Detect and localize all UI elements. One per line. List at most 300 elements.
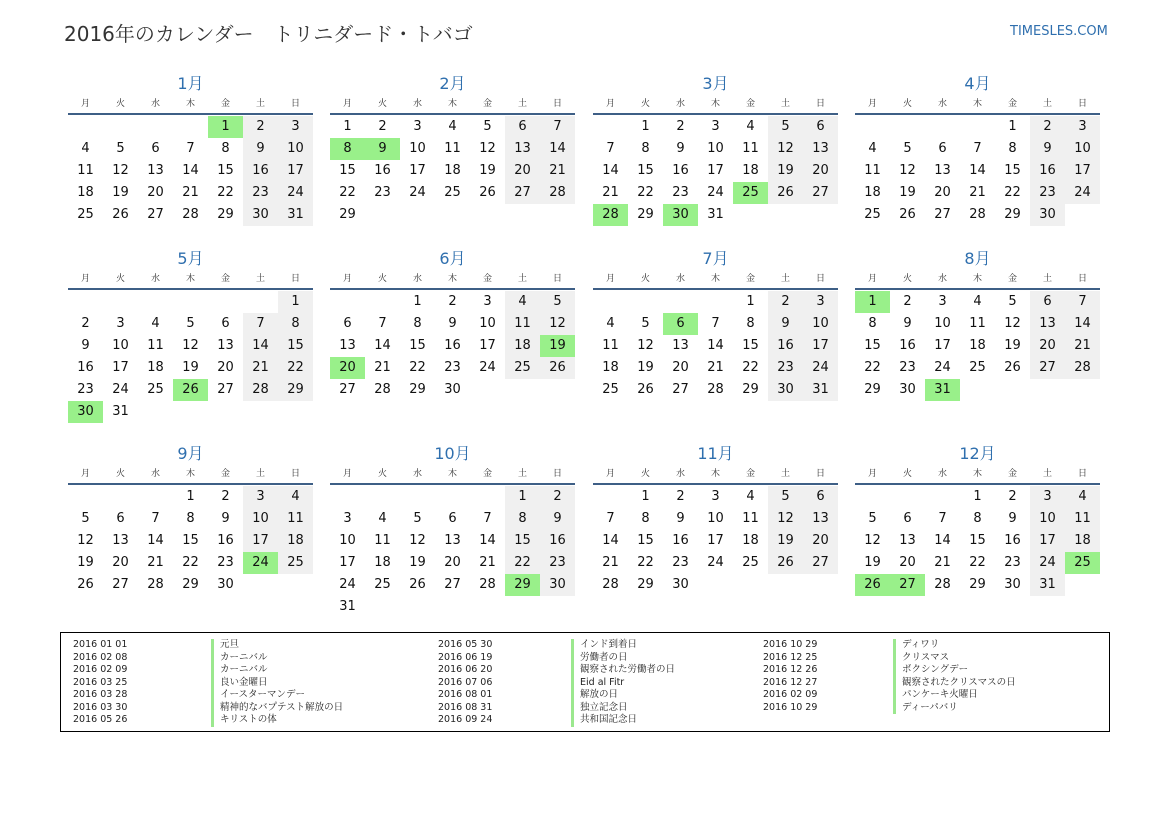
day-cell[interactable]: 10 — [1065, 138, 1100, 160]
day-cell[interactable]: 7 — [540, 116, 575, 138]
day-cell[interactable]: 14 — [969, 163, 986, 178]
day-cell[interactable]: 10 — [409, 141, 426, 156]
day-cell[interactable]: 3 — [413, 119, 422, 134]
day-cell[interactable]: 11 — [374, 533, 391, 548]
day-cell[interactable]: 28 — [540, 182, 575, 204]
day-cell[interactable]: 14 — [602, 533, 619, 548]
day-cell[interactable]: 3 — [343, 511, 352, 526]
day-cell[interactable]: 1 — [973, 489, 982, 504]
holiday-day-cell[interactable]: 30 — [663, 204, 698, 226]
day-cell[interactable]: 2 — [768, 291, 803, 313]
day-cell[interactable]: 6 — [151, 141, 160, 156]
day-cell[interactable]: 7 — [378, 316, 387, 331]
day-cell[interactable]: 13 — [217, 338, 234, 353]
day-cell[interactable]: 15 — [182, 533, 199, 548]
day-cell[interactable]: 19 — [77, 555, 94, 570]
day-cell[interactable]: 18 — [969, 338, 986, 353]
holiday-day-cell[interactable]: 31 — [925, 379, 960, 401]
day-cell[interactable]: 25 — [77, 207, 94, 222]
day-cell[interactable]: 8 — [973, 511, 982, 526]
day-cell[interactable]: 18 — [374, 555, 391, 570]
day-cell[interactable]: 7 — [1065, 291, 1100, 313]
day-cell[interactable]: 3 — [1065, 116, 1100, 138]
day-cell[interactable]: 2 — [81, 316, 90, 331]
day-cell[interactable]: 26 — [768, 552, 803, 574]
day-cell[interactable]: 7 — [606, 141, 615, 156]
day-cell[interactable]: 2 — [243, 116, 278, 138]
day-cell[interactable]: 9 — [1008, 511, 1017, 526]
day-cell[interactable]: 7 — [151, 511, 160, 526]
day-cell[interactable]: 4 — [81, 141, 90, 156]
day-cell[interactable]: 27 — [672, 382, 689, 397]
day-cell[interactable]: 22 — [339, 185, 356, 200]
day-cell[interactable]: 15 — [409, 338, 426, 353]
day-cell[interactable]: 17 — [1030, 530, 1065, 552]
day-cell[interactable]: 15 — [864, 338, 881, 353]
day-cell[interactable]: 17 — [278, 160, 313, 182]
day-cell[interactable]: 2 — [540, 486, 575, 508]
day-cell[interactable]: 1 — [1008, 119, 1017, 134]
day-cell[interactable]: 18 — [864, 185, 881, 200]
day-cell[interactable]: 19 — [1004, 338, 1021, 353]
day-cell[interactable]: 20 — [112, 555, 129, 570]
holiday-day-cell[interactable]: 25 — [733, 182, 768, 204]
day-cell[interactable]: 24 — [1030, 552, 1065, 574]
day-cell[interactable]: 23 — [444, 360, 461, 375]
day-cell[interactable]: 1 — [186, 489, 195, 504]
day-cell[interactable]: 16 — [217, 533, 234, 548]
day-cell[interactable]: 5 — [903, 141, 912, 156]
day-cell[interactable]: 15 — [969, 533, 986, 548]
day-cell[interactable]: 6 — [448, 511, 457, 526]
day-cell[interactable]: 14 — [934, 533, 951, 548]
day-cell[interactable]: 23 — [540, 552, 575, 574]
day-cell[interactable]: 18 — [77, 185, 94, 200]
day-cell[interactable]: 23 — [217, 555, 234, 570]
day-cell[interactable]: 1 — [746, 294, 755, 309]
day-cell[interactable]: 13 — [934, 163, 951, 178]
holiday-day-cell[interactable]: 27 — [890, 574, 925, 596]
day-cell[interactable]: 14 — [182, 163, 199, 178]
day-cell[interactable]: 14 — [374, 338, 391, 353]
day-cell[interactable]: 27 — [934, 207, 951, 222]
day-cell[interactable]: 10 — [707, 141, 724, 156]
day-cell[interactable]: 20 — [505, 160, 540, 182]
day-cell[interactable]: 17 — [339, 555, 356, 570]
day-cell[interactable]: 28 — [707, 382, 724, 397]
day-cell[interactable]: 20 — [1030, 335, 1065, 357]
day-cell[interactable]: 24 — [707, 555, 724, 570]
day-cell[interactable]: 3 — [116, 316, 125, 331]
day-cell[interactable]: 11 — [602, 338, 619, 353]
day-cell[interactable]: 8 — [278, 313, 313, 335]
day-cell[interactable]: 4 — [868, 141, 877, 156]
day-cell[interactable]: 2 — [221, 489, 230, 504]
day-cell[interactable]: 23 — [1004, 555, 1021, 570]
day-cell[interactable]: 6 — [803, 486, 838, 508]
day-cell[interactable]: 20 — [934, 185, 951, 200]
day-cell[interactable]: 3 — [243, 486, 278, 508]
day-cell[interactable]: 10 — [707, 511, 724, 526]
day-cell[interactable]: 21 — [540, 160, 575, 182]
day-cell[interactable]: 26 — [1004, 360, 1021, 375]
day-cell[interactable]: 21 — [934, 555, 951, 570]
day-cell[interactable]: 19 — [768, 530, 803, 552]
day-cell[interactable]: 16 — [374, 163, 391, 178]
day-cell[interactable]: 18 — [602, 360, 619, 375]
day-cell[interactable]: 17 — [112, 360, 129, 375]
day-cell[interactable]: 12 — [112, 163, 129, 178]
day-cell[interactable]: 20 — [803, 530, 838, 552]
day-cell[interactable]: 31 — [803, 379, 838, 401]
day-cell[interactable]: 27 — [339, 382, 356, 397]
day-cell[interactable]: 22 — [637, 185, 654, 200]
day-cell[interactable]: 9 — [540, 508, 575, 530]
day-cell[interactable]: 19 — [768, 160, 803, 182]
day-cell[interactable]: 1 — [278, 291, 313, 313]
day-cell[interactable]: 19 — [637, 360, 654, 375]
day-cell[interactable]: 12 — [479, 141, 496, 156]
day-cell[interactable]: 3 — [483, 294, 492, 309]
day-cell[interactable]: 17 — [1065, 160, 1100, 182]
day-cell[interactable]: 2 — [448, 294, 457, 309]
holiday-day-cell[interactable]: 26 — [173, 379, 208, 401]
day-cell[interactable]: 29 — [1004, 207, 1021, 222]
day-cell[interactable]: 20 — [803, 160, 838, 182]
day-cell[interactable]: 27 — [1030, 357, 1065, 379]
day-cell[interactable]: 7 — [711, 316, 720, 331]
day-cell[interactable]: 24 — [934, 360, 951, 375]
day-cell[interactable]: 30 — [768, 379, 803, 401]
day-cell[interactable]: 26 — [77, 577, 94, 592]
day-cell[interactable]: 29 — [969, 577, 986, 592]
brand-logo[interactable]: TIMESLES.COM — [1010, 24, 1108, 39]
day-cell[interactable]: 24 — [409, 185, 426, 200]
day-cell[interactable]: 30 — [444, 382, 461, 397]
holiday-day-cell[interactable]: 24 — [243, 552, 278, 574]
day-cell[interactable]: 11 — [147, 338, 164, 353]
day-cell[interactable]: 29 — [637, 207, 654, 222]
day-cell[interactable]: 13 — [803, 508, 838, 530]
day-cell[interactable]: 14 — [147, 533, 164, 548]
day-cell[interactable]: 6 — [505, 116, 540, 138]
day-cell[interactable]: 10 — [803, 313, 838, 335]
day-cell[interactable]: 30 — [1030, 204, 1065, 226]
day-cell[interactable]: 26 — [479, 185, 496, 200]
day-cell[interactable]: 26 — [112, 207, 129, 222]
day-cell[interactable]: 28 — [243, 379, 278, 401]
day-cell[interactable]: 11 — [1065, 508, 1100, 530]
day-cell[interactable]: 16 — [672, 163, 689, 178]
day-cell[interactable]: 13 — [803, 138, 838, 160]
day-cell[interactable]: 10 — [479, 316, 496, 331]
day-cell[interactable]: 1 — [641, 119, 650, 134]
day-cell[interactable]: 26 — [637, 382, 654, 397]
day-cell[interactable]: 12 — [540, 313, 575, 335]
day-cell[interactable]: 28 — [602, 577, 619, 592]
day-cell[interactable]: 21 — [602, 185, 619, 200]
day-cell[interactable]: 9 — [676, 141, 685, 156]
day-cell[interactable]: 12 — [182, 338, 199, 353]
day-cell[interactable]: 12 — [409, 533, 426, 548]
day-cell[interactable]: 9 — [676, 511, 685, 526]
day-cell[interactable]: 14 — [243, 335, 278, 357]
day-cell[interactable]: 28 — [934, 577, 951, 592]
day-cell[interactable]: 28 — [1065, 357, 1100, 379]
day-cell[interactable]: 17 — [934, 338, 951, 353]
day-cell[interactable]: 21 — [147, 555, 164, 570]
day-cell[interactable]: 17 — [243, 530, 278, 552]
day-cell[interactable]: 15 — [637, 163, 654, 178]
day-cell[interactable]: 21 — [969, 185, 986, 200]
day-cell[interactable]: 11 — [864, 163, 881, 178]
day-cell[interactable]: 19 — [112, 185, 129, 200]
day-cell[interactable]: 23 — [374, 185, 391, 200]
day-cell[interactable]: 26 — [540, 357, 575, 379]
day-cell[interactable]: 26 — [768, 182, 803, 204]
day-cell[interactable]: 12 — [899, 163, 916, 178]
day-cell[interactable]: 18 — [278, 530, 313, 552]
day-cell[interactable]: 27 — [217, 382, 234, 397]
day-cell[interactable]: 3 — [711, 119, 720, 134]
day-cell[interactable]: 27 — [505, 182, 540, 204]
day-cell[interactable]: 12 — [864, 533, 881, 548]
day-cell[interactable]: 13 — [147, 163, 164, 178]
day-cell[interactable]: 25 — [505, 357, 540, 379]
day-cell[interactable]: 15 — [217, 163, 234, 178]
day-cell[interactable]: 7 — [606, 511, 615, 526]
day-cell[interactable]: 24 — [1065, 182, 1100, 204]
day-cell[interactable]: 28 — [182, 207, 199, 222]
day-cell[interactable]: 6 — [903, 511, 912, 526]
day-cell[interactable]: 8 — [413, 316, 422, 331]
day-cell[interactable]: 4 — [505, 291, 540, 313]
day-cell[interactable]: 28 — [479, 577, 496, 592]
day-cell[interactable]: 4 — [278, 486, 313, 508]
day-cell[interactable]: 31 — [278, 204, 313, 226]
day-cell[interactable]: 24 — [339, 577, 356, 592]
day-cell[interactable]: 25 — [278, 552, 313, 574]
holiday-day-cell[interactable]: 29 — [505, 574, 540, 596]
day-cell[interactable]: 16 — [1004, 533, 1021, 548]
day-cell[interactable]: 25 — [969, 360, 986, 375]
day-cell[interactable]: 27 — [444, 577, 461, 592]
day-cell[interactable]: 5 — [768, 486, 803, 508]
day-cell[interactable]: 14 — [540, 138, 575, 160]
holiday-day-cell[interactable]: 25 — [1065, 552, 1100, 574]
day-cell[interactable]: 30 — [540, 574, 575, 596]
day-cell[interactable]: 12 — [768, 508, 803, 530]
day-cell[interactable]: 21 — [479, 555, 496, 570]
day-cell[interactable]: 20 — [217, 360, 234, 375]
day-cell[interactable]: 4 — [1065, 486, 1100, 508]
day-cell[interactable]: 2 — [676, 489, 685, 504]
day-cell[interactable]: 8 — [1008, 141, 1017, 156]
day-cell[interactable]: 7 — [483, 511, 492, 526]
day-cell[interactable]: 23 — [672, 555, 689, 570]
holiday-day-cell[interactable]: 6 — [663, 313, 698, 335]
day-cell[interactable]: 29 — [742, 382, 759, 397]
day-cell[interactable]: 29 — [864, 382, 881, 397]
day-cell[interactable]: 2 — [1008, 489, 1017, 504]
day-cell[interactable]: 4 — [606, 316, 615, 331]
day-cell[interactable]: 27 — [803, 182, 838, 204]
day-cell[interactable]: 15 — [1004, 163, 1021, 178]
day-cell[interactable]: 21 — [182, 185, 199, 200]
holiday-day-cell[interactable]: 1 — [208, 116, 243, 138]
day-cell[interactable]: 23 — [899, 360, 916, 375]
day-cell[interactable]: 17 — [707, 163, 724, 178]
day-cell[interactable]: 25 — [444, 185, 461, 200]
day-cell[interactable]: 9 — [448, 316, 457, 331]
day-cell[interactable]: 12 — [1004, 316, 1021, 331]
day-cell[interactable]: 11 — [969, 316, 986, 331]
day-cell[interactable]: 8 — [221, 141, 230, 156]
day-cell[interactable]: 19 — [182, 360, 199, 375]
day-cell[interactable]: 16 — [899, 338, 916, 353]
day-cell[interactable]: 15 — [339, 163, 356, 178]
day-cell[interactable]: 8 — [868, 316, 877, 331]
day-cell[interactable]: 18 — [742, 163, 759, 178]
day-cell[interactable]: 22 — [217, 185, 234, 200]
day-cell[interactable]: 14 — [602, 163, 619, 178]
day-cell[interactable]: 20 — [444, 555, 461, 570]
day-cell[interactable]: 3 — [803, 291, 838, 313]
holiday-day-cell[interactable]: 20 — [330, 357, 365, 379]
day-cell[interactable]: 18 — [742, 533, 759, 548]
day-cell[interactable]: 19 — [479, 163, 496, 178]
holiday-day-cell[interactable]: 26 — [855, 574, 890, 596]
day-cell[interactable]: 13 — [899, 533, 916, 548]
day-cell[interactable]: 20 — [899, 555, 916, 570]
day-cell[interactable]: 29 — [409, 382, 426, 397]
day-cell[interactable]: 30 — [1004, 577, 1021, 592]
day-cell[interactable]: 10 — [243, 508, 278, 530]
day-cell[interactable]: 23 — [768, 357, 803, 379]
day-cell[interactable]: 29 — [182, 577, 199, 592]
day-cell[interactable]: 26 — [409, 577, 426, 592]
day-cell[interactable]: 22 — [1004, 185, 1021, 200]
day-cell[interactable]: 16 — [1030, 160, 1065, 182]
day-cell[interactable]: 6 — [938, 141, 947, 156]
day-cell[interactable]: 9 — [243, 138, 278, 160]
day-cell[interactable]: 30 — [243, 204, 278, 226]
day-cell[interactable]: 3 — [1030, 486, 1065, 508]
day-cell[interactable]: 9 — [903, 316, 912, 331]
day-cell[interactable]: 15 — [505, 530, 540, 552]
day-cell[interactable]: 9 — [81, 338, 90, 353]
day-cell[interactable]: 13 — [444, 533, 461, 548]
day-cell[interactable]: 8 — [186, 511, 195, 526]
day-cell[interactable]: 6 — [803, 116, 838, 138]
day-cell[interactable]: 5 — [186, 316, 195, 331]
day-cell[interactable]: 17 — [409, 163, 426, 178]
day-cell[interactable]: 25 — [374, 577, 391, 592]
day-cell[interactable]: 6 — [116, 511, 125, 526]
day-cell[interactable]: 5 — [116, 141, 125, 156]
day-cell[interactable]: 28 — [147, 577, 164, 592]
day-cell[interactable]: 24 — [112, 382, 129, 397]
day-cell[interactable]: 21 — [707, 360, 724, 375]
day-cell[interactable]: 6 — [221, 316, 230, 331]
day-cell[interactable]: 18 — [444, 163, 461, 178]
day-cell[interactable]: 24 — [278, 182, 313, 204]
day-cell[interactable]: 22 — [969, 555, 986, 570]
day-cell[interactable]: 1 — [505, 486, 540, 508]
day-cell[interactable]: 17 — [803, 335, 838, 357]
day-cell[interactable]: 14 — [479, 533, 496, 548]
day-cell[interactable]: 10 — [339, 533, 356, 548]
day-cell[interactable]: 27 — [147, 207, 164, 222]
day-cell[interactable]: 2 — [903, 294, 912, 309]
day-cell[interactable]: 11 — [742, 511, 759, 526]
day-cell[interactable]: 4 — [746, 489, 755, 504]
day-cell[interactable]: 25 — [602, 382, 619, 397]
day-cell[interactable]: 14 — [707, 338, 724, 353]
day-cell[interactable]: 8 — [641, 141, 650, 156]
day-cell[interactable]: 22 — [409, 360, 426, 375]
holiday-day-cell[interactable]: 28 — [593, 204, 628, 226]
day-cell[interactable]: 2 — [1030, 116, 1065, 138]
day-cell[interactable]: 22 — [278, 357, 313, 379]
day-cell[interactable]: 15 — [278, 335, 313, 357]
day-cell[interactable]: 4 — [378, 511, 387, 526]
day-cell[interactable]: 5 — [483, 119, 492, 134]
day-cell[interactable]: 13 — [339, 338, 356, 353]
day-cell[interactable]: 29 — [637, 577, 654, 592]
day-cell[interactable]: 31 — [339, 599, 356, 614]
day-cell[interactable]: 26 — [899, 207, 916, 222]
day-cell[interactable]: 4 — [151, 316, 160, 331]
day-cell[interactable]: 5 — [868, 511, 877, 526]
day-cell[interactable]: 5 — [768, 116, 803, 138]
day-cell[interactable]: 16 — [672, 533, 689, 548]
day-cell[interactable]: 21 — [602, 555, 619, 570]
day-cell[interactable]: 27 — [803, 552, 838, 574]
day-cell[interactable]: 17 — [479, 338, 496, 353]
day-cell[interactable]: 7 — [186, 141, 195, 156]
day-cell[interactable]: 2 — [676, 119, 685, 134]
day-cell[interactable]: 11 — [278, 508, 313, 530]
day-cell[interactable]: 13 — [1030, 313, 1065, 335]
day-cell[interactable]: 1 — [343, 119, 352, 134]
day-cell[interactable]: 12 — [637, 338, 654, 353]
day-cell[interactable]: 24 — [479, 360, 496, 375]
holiday-day-cell[interactable]: 9 — [365, 138, 400, 160]
day-cell[interactable]: 23 — [1030, 182, 1065, 204]
day-cell[interactable]: 9 — [221, 511, 230, 526]
day-cell[interactable]: 28 — [374, 382, 391, 397]
day-cell[interactable]: 14 — [1065, 313, 1100, 335]
day-cell[interactable]: 3 — [278, 116, 313, 138]
day-cell[interactable]: 15 — [742, 338, 759, 353]
day-cell[interactable]: 29 — [217, 207, 234, 222]
day-cell[interactable]: 10 — [1030, 508, 1065, 530]
day-cell[interactable]: 8 — [641, 511, 650, 526]
holiday-day-cell[interactable]: 19 — [540, 335, 575, 357]
day-cell[interactable]: 19 — [899, 185, 916, 200]
day-cell[interactable]: 1 — [413, 294, 422, 309]
day-cell[interactable]: 5 — [540, 291, 575, 313]
day-cell[interactable]: 16 — [77, 360, 94, 375]
day-cell[interactable]: 3 — [938, 294, 947, 309]
day-cell[interactable]: 22 — [864, 360, 881, 375]
day-cell[interactable]: 30 — [672, 577, 689, 592]
day-cell[interactable]: 12 — [77, 533, 94, 548]
day-cell[interactable]: 10 — [278, 138, 313, 160]
day-cell[interactable]: 15 — [637, 533, 654, 548]
day-cell[interactable]: 8 — [746, 316, 755, 331]
